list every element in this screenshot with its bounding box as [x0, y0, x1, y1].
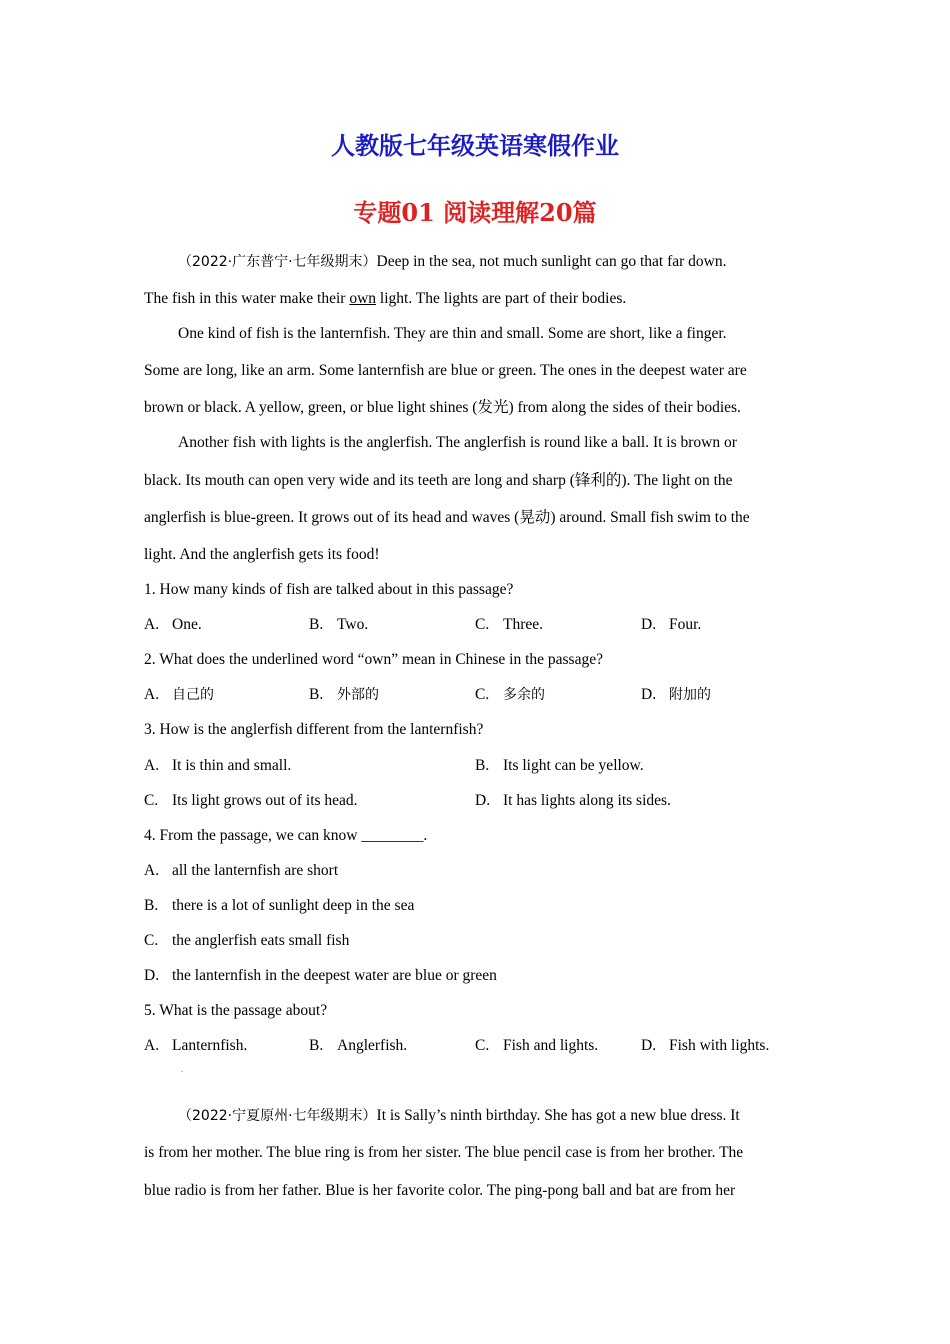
passage2-line-1: （2022·宁夏原州·七年级期末）It is Sally’s ninth birthday. She has got a new blue dress. It — [178, 1107, 740, 1124]
q3-option-d[interactable]: D. It has lights along its sides. — [475, 792, 671, 809]
q2-option-b[interactable]: B. 外部的 — [309, 686, 379, 703]
passage1-line-7: black. Its mouth can open very wide and its teeth are long and sharp (锋利的). The light on the — [144, 472, 733, 489]
q1-option-a[interactable]: A. One. — [144, 616, 202, 633]
passage1-line-1: （2022·广东普宁·七年级期末）Deep in the sea, not much sunlight can go that far down. — [178, 253, 727, 270]
q5-option-c[interactable]: C. Fish and lights. — [475, 1037, 599, 1054]
q3-option-b[interactable]: B. Its light can be yellow. — [475, 757, 644, 774]
q1-option-d[interactable]: D. Four. — [641, 616, 702, 633]
question-3: 3. How is the anglerfish different from the lanternfish? — [144, 721, 484, 738]
passage1-line-4: Some are long, like an arm. Some lanternfish are blue or green. The ones in the deepest water are — [144, 362, 747, 379]
question-1: 1. How many kinds of fish are talked about in this passage? — [144, 581, 514, 598]
q3-option-a[interactable]: A. It is thin and small. — [144, 757, 292, 774]
q4-option-d[interactable]: D. the lanternfish in the deepest water are blue or green — [144, 967, 497, 984]
passage1-line-5: brown or black. A yellow, green, or blue light shines (发光) from along the sides of their bodies. — [144, 399, 741, 416]
passage1-line-9: light. And the anglerfish gets its food! — [144, 546, 380, 563]
q2-option-d[interactable]: D. 附加的 — [641, 686, 711, 703]
q1-option-c[interactable]: C. Three. — [475, 616, 544, 633]
page-title: 人教版七年级英语寒假作业 — [331, 131, 619, 160]
passage1-line-8: anglerfish is blue-green. It grows out of its head and waves (晃动) around. Small fish swim to the — [144, 509, 750, 526]
q4-option-a[interactable]: A. all the lanternfish are short — [144, 862, 339, 879]
page-subtitle: 专题01 阅读理解20篇 — [353, 198, 597, 227]
passage1-line-2: The fish in this water make their own light. The lights are part of their bodies. — [144, 290, 627, 307]
q2-option-c[interactable]: C. 多余的 — [475, 686, 545, 703]
q4-option-c[interactable]: C. the anglerfish eats small fish — [144, 932, 350, 949]
passage2-source: （2022·宁夏原州·七年级期末） — [178, 1108, 377, 1124]
passage1-line-6: Another fish with lights is the anglerfish. The anglerfish is round like a ball. It is brown or — [178, 434, 737, 451]
passage1-line-3: One kind of fish is the lanternfish. They are thin and small. Some are short, like a finger. — [178, 325, 727, 342]
q3-option-c[interactable]: C. Its light grows out of its head. — [144, 792, 358, 809]
q5-option-b[interactable]: B. Anglerfish. — [309, 1037, 408, 1054]
question-2: 2. What does the underlined word “own” mean in Chinese in the passage? — [144, 651, 603, 668]
question-5: 5. What is the passage about? — [144, 1002, 328, 1019]
paragraph-mark: . — [181, 1064, 184, 1074]
q5-option-a[interactable]: A. Lanternfish. — [144, 1037, 248, 1054]
passage2-line-2: is from her mother. The blue ring is from her sister. The blue pencil case is from her brother. The — [144, 1144, 744, 1161]
q1-option-b[interactable]: B. Two. — [309, 616, 369, 633]
underlined-word-own: own — [349, 290, 377, 307]
question-4: 4. From the passage, we can know ________. — [144, 827, 428, 844]
q5-option-d[interactable]: D. Fish with lights. — [641, 1037, 770, 1054]
q2-option-a[interactable]: A. 自己的 — [144, 686, 214, 703]
q4-option-b[interactable]: B. there is a lot of sunlight deep in the sea — [144, 897, 415, 914]
passage2-line-3: blue radio is from her father. Blue is her favorite color. The ping-pong ball and bat are from her — [144, 1182, 736, 1199]
passage1-source: （2022·广东普宁·七年级期末） — [178, 254, 377, 270]
